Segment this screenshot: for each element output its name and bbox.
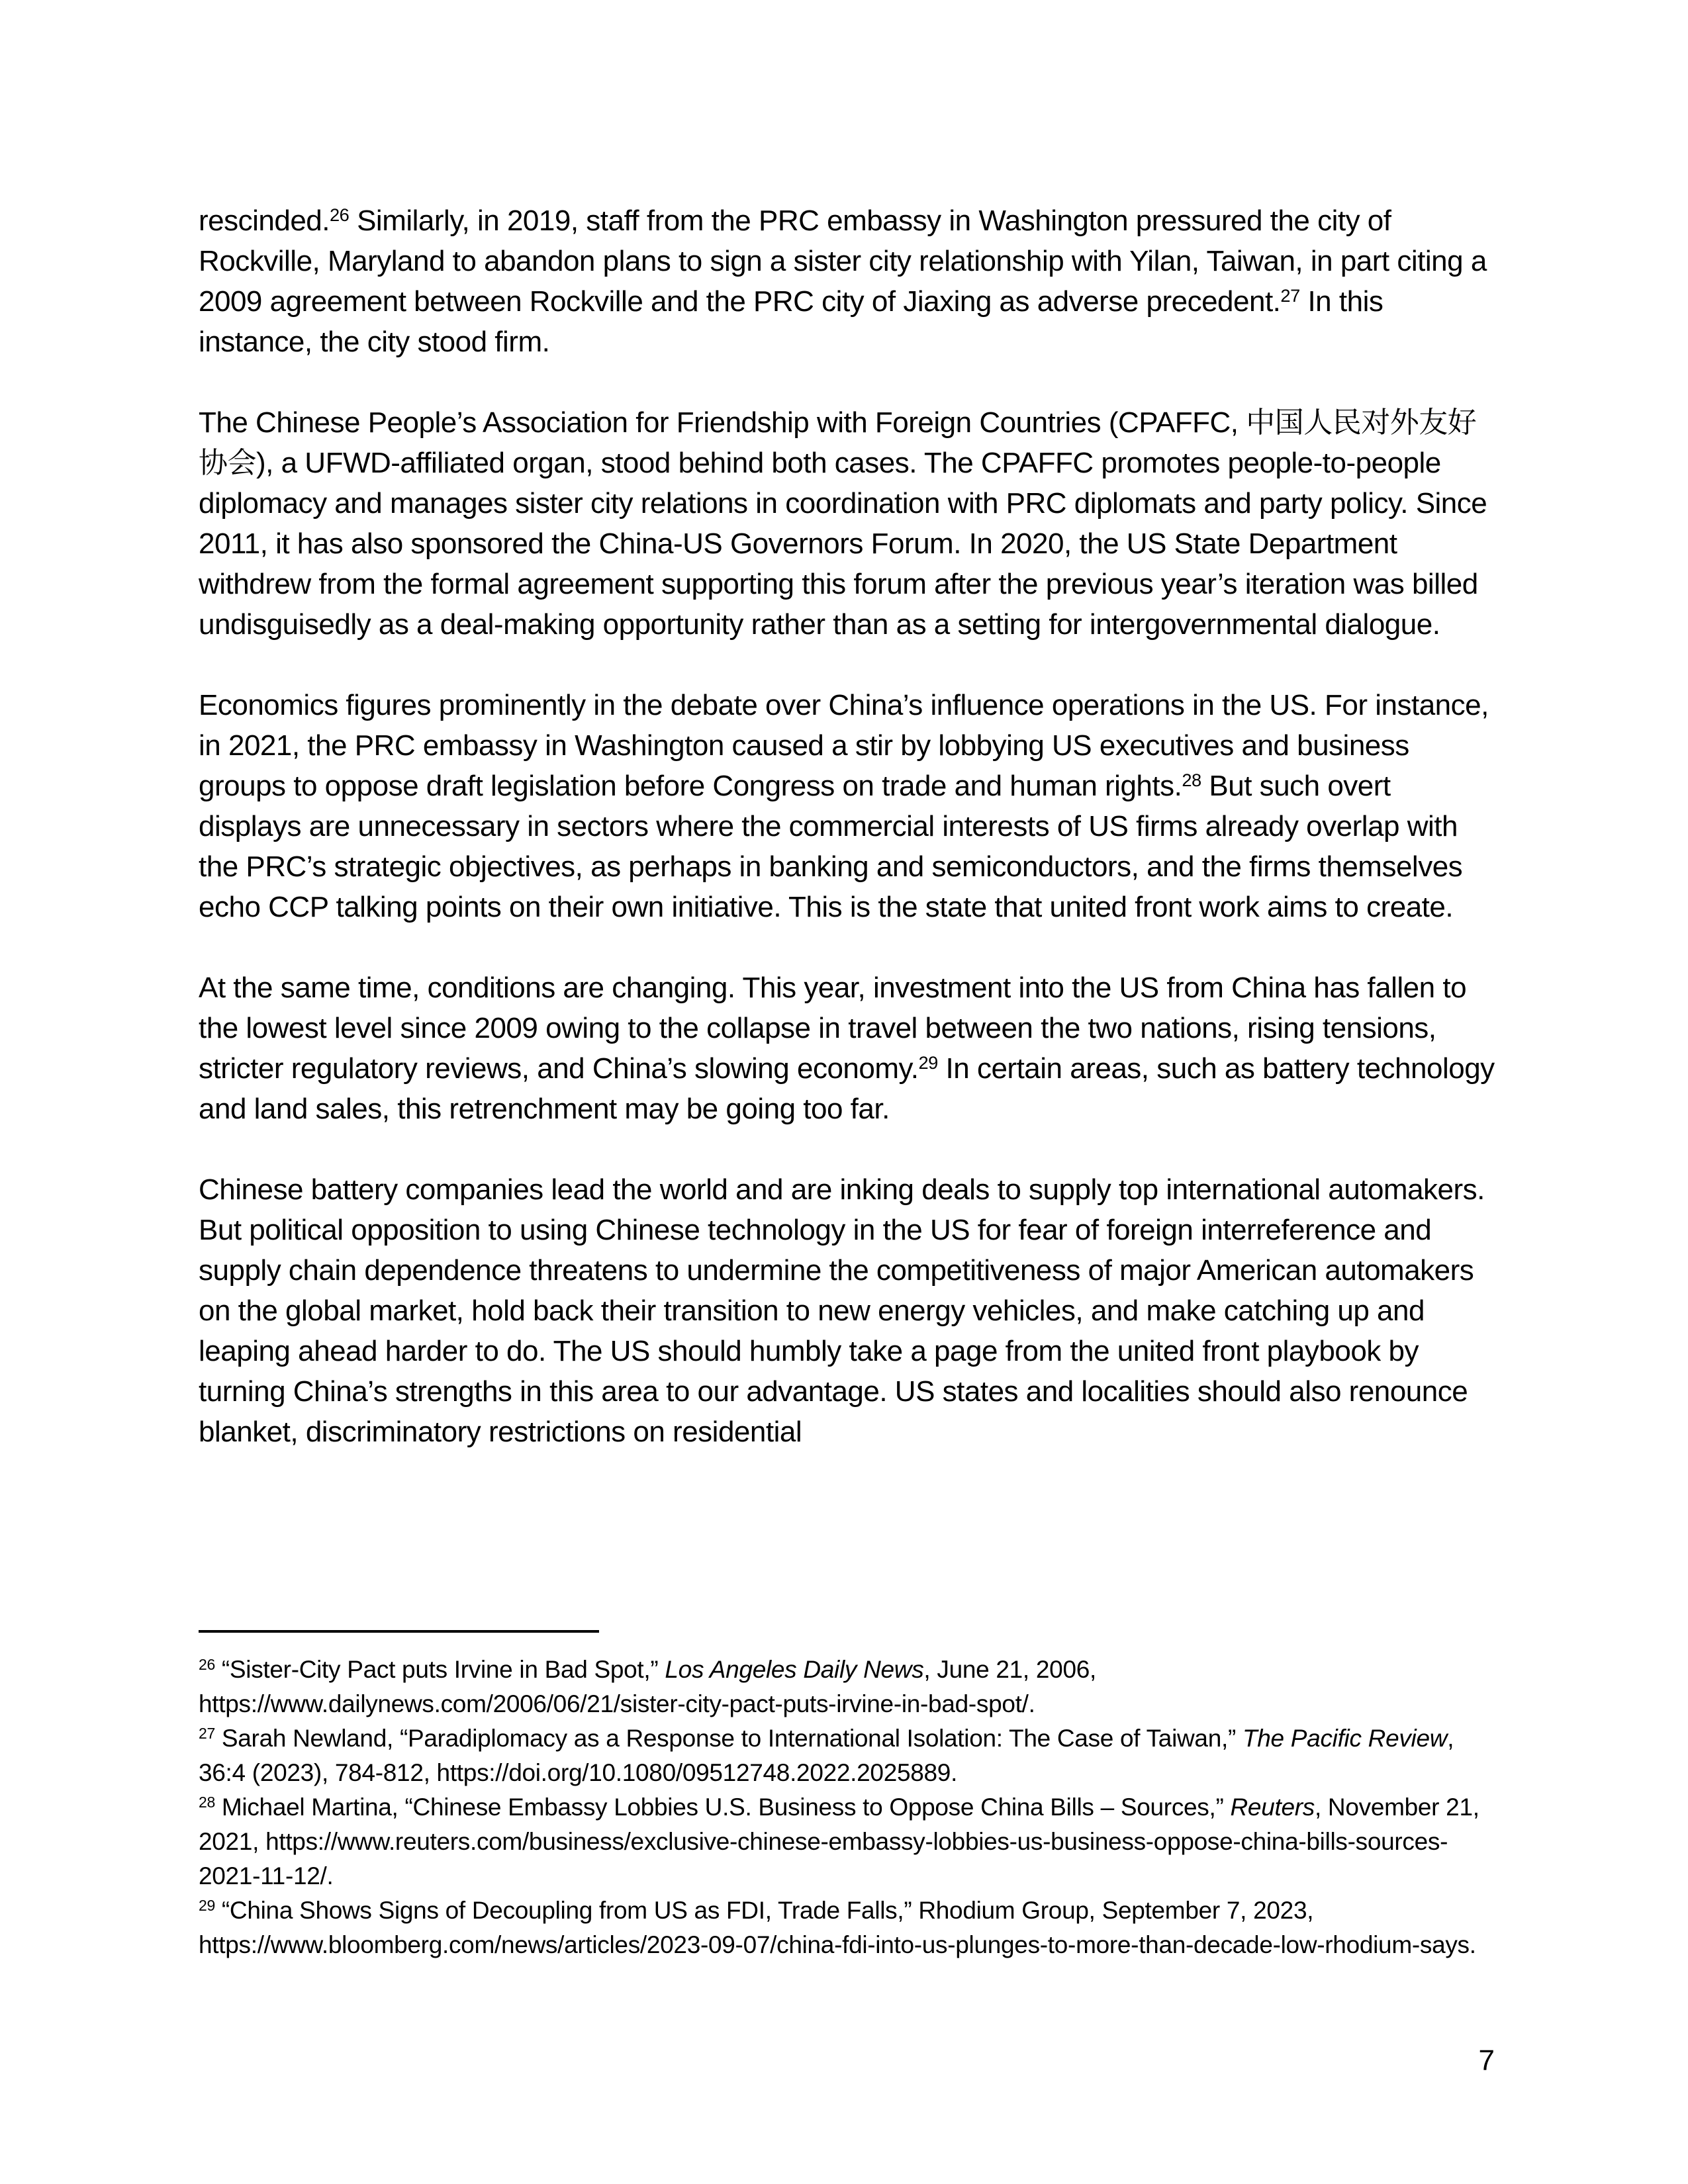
text-run: The Chinese People’s Association for Friendship with Foreign Countries (CPAFFC, 中国人民对外友好协会), a UFWD-affiliated organ, stood behind both cases. The CPAFFC promotes people-to-people diplomacy and manages sister city relations in coordination with PRC diplomats and party policy. Since 2011, it has also sponsored the China-US Governors Forum. In 2020, the US State Department withdrew from the formal agreement supporting this forum after the previous year’s iteration was billed undisguisedly as a deal-making opportunity rather than as a setting for intergovernmental dialogue.: [199, 406, 1487, 641]
footnote: [199, 1721, 1495, 1790]
text-run: Michael Martina, “Chinese Embassy Lobbies U.S. Business to Oppose China Bills – Sources,”: [214, 1794, 1231, 1821]
italic-text: The Pacific Review: [1242, 1725, 1448, 1752]
footnote-reference: 29: [199, 1897, 215, 1915]
text-run: In this instance, the city stood firm.: [199, 285, 1383, 358]
footnote: [199, 1893, 1495, 1962]
text-run: , June 21, 2006, https://www.dailynews.com/2006/06/21/sister-city-pact-puts-irvine-in-bad-spot/.: [199, 1656, 1096, 1717]
footnote-reference: 29: [918, 1052, 938, 1073]
body-paragraph: [199, 402, 1495, 645]
footnote-reference: 27: [199, 1725, 215, 1743]
footnote: [199, 1653, 1495, 1721]
text-run: “Sister-City Pact puts Irvine in Bad Spot,”: [214, 1656, 665, 1683]
italic-text: Los Angeles Daily News: [665, 1656, 924, 1683]
text-run: Economics figures prominently in the debate over China’s influence operations in the US. For instance, in 2021, the PRC embassy in Washington caused a stir by lobbying US executives and business groups to oppose draft legislation before Congress on trade and human rights.: [199, 689, 1489, 802]
footnote: [199, 1790, 1495, 1893]
text-run: But such overt displays are unnecessary in sectors where the commercial interests of US firms already overlap with the PRC’s strategic objectives, as perhaps in banking and semiconductors, and the firms themselves echo CCP talking points on their own initiative. This is the state that united front work aims to create.: [199, 770, 1463, 923]
italic-text: Reuters: [1230, 1794, 1315, 1821]
body-paragraph: [199, 968, 1495, 1129]
text-run: Sarah Newland, “Paradiplomacy as a Response to International Isolation: The Case of Taiwan,”: [214, 1725, 1243, 1752]
footnote-separator-rule: [199, 1630, 599, 1633]
text-run: “China Shows Signs of Decoupling from US as FDI, Trade Falls,” Rhodium Group, September 7, 2023, https://www.bloomberg.com/news/articles/2023-09-07/china-fdi-into-us-plunges-to-more-than-decade-low-rhodium-says.: [199, 1897, 1476, 1958]
text-run: , November 21, 2021, https://www.reuters.com/business/exclusive-chinese-embassy-lobbies-us-business-oppose-china-bills-sources-2021-11-12/.: [199, 1794, 1479, 1889]
text-run: In certain areas, such as battery technology and land sales, this retrenchment may be going too far.: [199, 1052, 1495, 1125]
text-run: Similarly, in 2019, staff from the PRC embassy in Washington pressured the city of Rockville, Maryland to abandon plans to sign a sister city relationship with Yilan, Taiwan, in part citing a 2009 agreement between Rockville and the PRC city of Jiaxing as adverse precedent.: [199, 205, 1487, 318]
body-paragraph: [199, 1169, 1495, 1452]
text-run: rescinded.: [199, 205, 330, 237]
footnote-reference: 26: [330, 204, 350, 225]
body-paragraph: [199, 685, 1495, 927]
text-run: At the same time, conditions are changing. This year, investment into the US from China has fallen to the lowest level since 2009 owing to the collapse in travel between the two nations, rising tensions, stricter regulatory reviews, and China’s slowing economy.: [199, 972, 1467, 1085]
body-text: [199, 201, 1495, 1492]
page-number: 7: [1478, 2044, 1495, 2077]
footnote-reference: 28: [1182, 769, 1201, 790]
footnote-reference: 27: [1280, 285, 1300, 306]
footnote-reference: 26: [199, 1656, 215, 1674]
text-run: , 36:4 (2023), 784-812, https://doi.org/10.1080/09512748.2022.2025889.: [199, 1725, 1454, 1786]
footnotes-list: [199, 1653, 1495, 1962]
footnotes-section: [199, 1630, 1495, 1962]
text-run: Chinese battery companies lead the world and are inking deals to supply top international automakers. But political opposition to using Chinese technology in the US for fear of foreign interreference and supply chain dependence threatens to undermine the competitiveness of major American automakers on the global market, hold back their transition to new energy vehicles, and make catching up and leaping ahead harder to do. The US should humbly take a page from the united front playbook by turning China’s strengths in this area to our advantage. US states and localities should also renounce blanket, discriminatory restrictions on residential: [199, 1173, 1485, 1448]
footnote-reference: 28: [199, 1794, 215, 1811]
body-paragraph: [199, 201, 1495, 362]
